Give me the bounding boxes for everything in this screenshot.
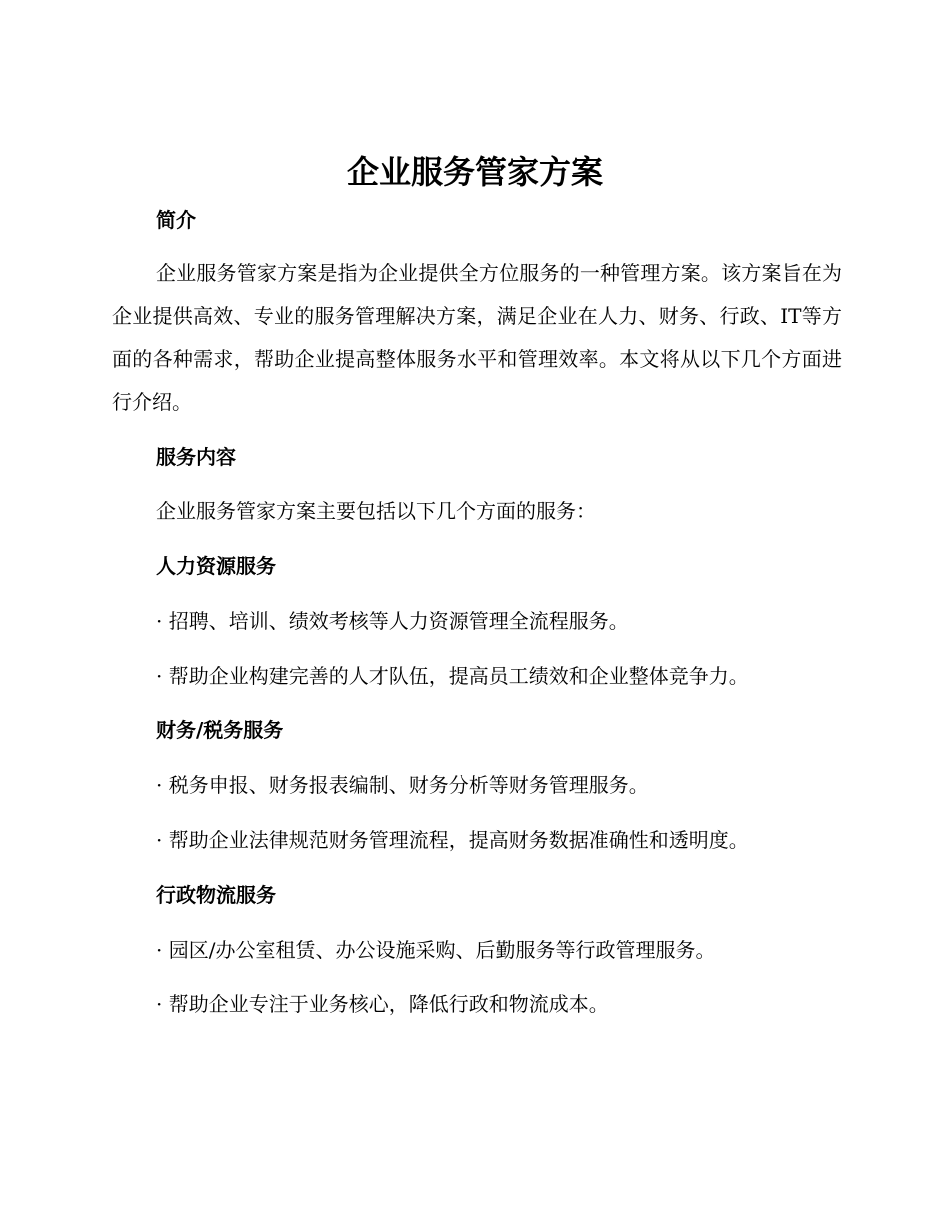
services-heading: 服务内容 (156, 445, 236, 469)
hr-services-item: · 帮助企业构建完善的人才队伍，提高员工绩效和企业整体竞争力。 (156, 664, 749, 688)
admin-logistics-services-heading: 行政物流服务 (156, 883, 276, 907)
document-title: 企业服务管家方案 (346, 153, 603, 191)
intro-paragraph: 企业服务管家方案是指为企业提供全方位服务的一种管理方案。该方案旨在为企业提供高效、专业的服务管理解决方案，满足企业在人力、财务、行政、IT等方面的各种需求，帮助企业提高整体服务水平和管理效率。本文将从以下几个方面进行介绍。 (112, 261, 842, 414)
admin-logistics-services-item: · 园区/办公室租赁、办公设施采购、后勤服务等行政管理服务。 (156, 938, 716, 962)
hr-services-heading: 人力资源服务 (156, 554, 276, 578)
intro-heading: 简介 (156, 208, 196, 232)
finance-tax-services-item: · 帮助企业法律规范财务管理流程，提高财务数据准确性和透明度。 (156, 828, 749, 852)
hr-services-item: · 招聘、培训、绩效考核等人力资源管理全流程服务。 (156, 609, 629, 633)
services-lead: 企业服务管家方案主要包括以下几个方面的服务： (156, 499, 596, 523)
finance-tax-services-heading: 财务/税务服务 (156, 718, 284, 742)
finance-tax-services-item: · 税务申报、财务报表编制、财务分析等财务管理服务。 (156, 773, 649, 797)
admin-logistics-services-item: · 帮助企业专注于业务核心，降低行政和物流成本。 (156, 992, 609, 1016)
